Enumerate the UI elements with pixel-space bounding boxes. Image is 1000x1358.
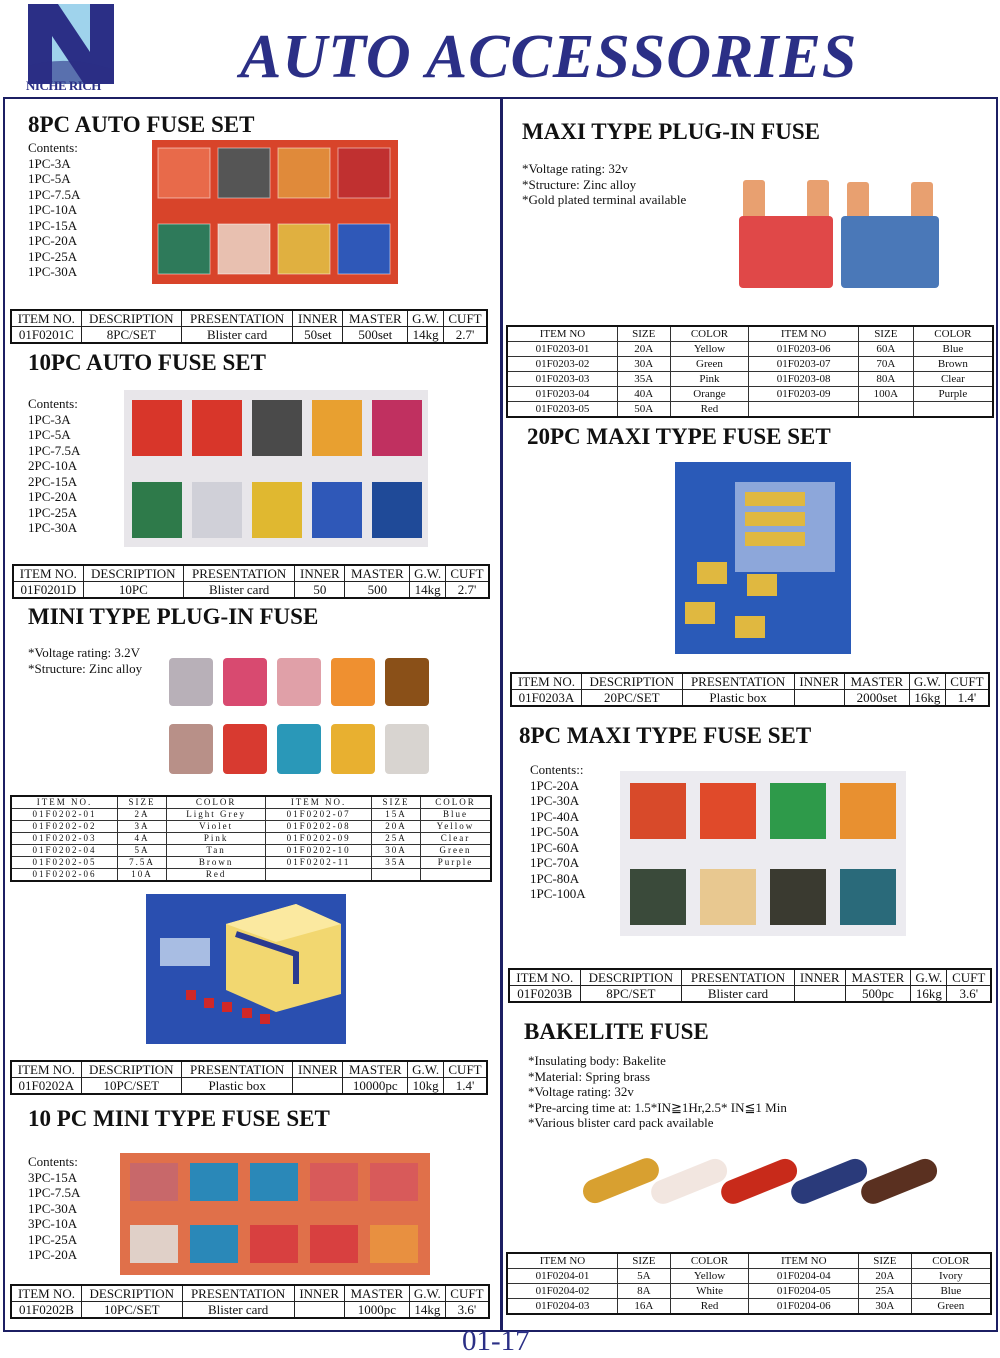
product-photo-bakelite-fuses [578,1144,948,1220]
cell: Clear [913,372,993,387]
col-header: ITEM NO. [11,796,118,809]
cell: 01F0203-07 [749,357,859,372]
col-header: DESCRIPTION [581,673,682,690]
col-header: G.W. [408,310,444,327]
col-header: COLOR [670,1253,749,1269]
col-header: COLOR [670,326,749,342]
cell: 01F0203-08 [749,372,859,387]
table-row [507,342,993,357]
contents-item: 1PC-20A [28,489,78,504]
table-row [507,1299,991,1315]
col-header: G.W. [909,673,945,690]
col-header: ITEM NO. [266,796,372,809]
cell: White [670,1284,749,1299]
col-header: ITEM NO. [13,565,83,582]
cell: 01F0202-10 [266,845,372,857]
contents-item: 1PC-15A [28,217,78,233]
cell: 2A [118,809,167,821]
col-header: INNER [794,673,844,690]
col-header: MASTER [845,969,911,986]
note-line: *Structure: Zinc alloy [28,660,143,676]
cell: Pink [670,372,749,387]
cell: Blue [911,1284,991,1299]
col-header: CUFT [446,565,489,582]
spec-table [508,968,992,1003]
col-header: ITEM NO. [11,1061,81,1078]
contents-list [28,1154,80,1263]
spec-cell: 01F0201D [13,582,83,599]
spec-notes [522,161,686,208]
spec-table [510,672,990,707]
spec-cell [794,986,845,1003]
note-line: *Various blister card pack available [528,1115,714,1130]
contents-item: 1PC-40A [530,808,580,824]
cell: 01F0202-08 [266,821,372,833]
cell [371,869,420,882]
cell: 8A [618,1284,671,1299]
col-header: INNER [794,969,845,986]
product-photo-plastic-box [146,894,346,1044]
page-title: AUTO ACCESSORIES [240,23,858,91]
cell: Green [670,357,749,372]
cell: Light Grey [167,809,266,821]
contents-item: Contents: [28,396,78,411]
cell: 25A [859,1284,912,1299]
spec-cell: 10PC/SET [81,1078,181,1095]
cell: 01F0203-05 [507,402,617,418]
spec-cell: 14kg [408,327,444,344]
contents-item: 1PC-20A [530,777,580,793]
spec-cell: 01F0203A [511,690,581,707]
spec-cell [794,690,844,707]
contents-item: Contents:: [530,762,584,777]
table-row [11,821,491,833]
table-row [11,809,491,821]
cell: 25A [371,833,420,845]
spec-cell: 01F0202A [11,1078,81,1095]
contents-item: Contents: [28,140,78,155]
spec-cell: 1.4' [444,1078,487,1095]
cell: 01F0202-05 [11,857,118,869]
spec-cell: 2000set [844,690,909,707]
cell: Clear [420,833,491,845]
contents-item: 1PC-50A [530,824,580,839]
contents-item: 1PC-25A [28,1231,78,1247]
note-line: *Structure: Zinc alloy [522,176,637,192]
contents-item: 3PC-15A [28,1169,78,1185]
product-photo-maxi-fuses [735,176,945,294]
spec-cell [293,1078,343,1095]
col-header: COLOR [913,326,993,342]
spec-cell: Blister card [682,986,795,1003]
col-header: INNER [295,565,345,582]
col-header: PRESENTATION [682,673,794,690]
cell: 01F0204-03 [507,1299,618,1315]
product-photo-10pc-mini-set [120,1153,430,1275]
section-title: 8PC MAXI TYPE FUSE SET [519,723,812,748]
cell: Yellow [670,1269,749,1284]
cell: Ivory [911,1269,991,1284]
spec-cell: 20PC/SET [581,690,682,707]
spec-cell: Plastic box [181,1078,292,1095]
cell: 30A [371,845,420,857]
cell: 35A [371,857,420,869]
cell: 01F0202-09 [266,833,372,845]
col-header: ITEM NO. [509,969,580,986]
col-header: SIZE [858,326,913,342]
spec-cell: 500set [343,327,408,344]
contents-item: 1PC-7.5A [28,1185,81,1200]
cell: 10A [118,869,167,882]
col-header: G.W. [409,1285,445,1302]
cell: Green [420,845,491,857]
cell [858,402,913,418]
column-divider [500,97,503,1332]
col-header: DESCRIPTION [580,969,682,986]
col-header: PRESENTATION [181,1061,292,1078]
spec-notes [528,1053,787,1131]
cell: 01F0203-02 [507,357,617,372]
product-photo-8pc-maxi-set [620,771,906,936]
spec-cell: Blister card [181,327,292,344]
contents-item: 1PC-10A [28,202,78,217]
contents-item: 1PC-60A [530,839,580,855]
spec-table [10,1284,490,1319]
spec-cell: 500pc [845,986,911,1003]
col-header: ITEM NO [507,1253,618,1269]
col-header: ITEM NO [507,326,617,342]
col-header: MASTER [344,1285,409,1302]
col-header: MASTER [343,1061,408,1078]
contents-item: 1PC-30A [530,793,580,808]
cell: 01F0202-02 [11,821,118,833]
cell: 50A [617,402,670,418]
section-title: 8PC AUTO FUSE SET [28,112,255,137]
note-line: *Voltage rating: 3.2V [28,645,141,660]
spec-cell: 500 [345,582,410,599]
cell: Yellow [420,821,491,833]
contents-item: 1PC-5A [28,427,71,442]
cell: 7.5A [118,857,167,869]
contents-item: 1PC-25A [28,504,78,520]
col-header: CUFT [444,1061,487,1078]
cell: Brown [913,357,993,372]
cell [913,402,993,418]
col-header: SIZE [617,326,670,342]
cell: Yellow [670,342,749,357]
spec-cell: 01F0203B [509,986,580,1003]
cell: Brown [167,857,266,869]
cell: Pink [167,833,266,845]
col-header: G.W. [410,565,446,582]
cell: 30A [617,357,670,372]
spec-cell: 1.4' [945,690,989,707]
cell: 40A [617,387,670,402]
cell: 5A [618,1269,671,1284]
spec-cell: 10kg [408,1078,444,1095]
col-header: DESCRIPTION [81,310,181,327]
contents-item: 1PC-7.5A [28,186,81,202]
col-header: MASTER [844,673,909,690]
col-header: ITEM NO [749,1253,859,1269]
contents-item: 1PC-100A [530,886,586,901]
contents-item: 1PC-25A [28,248,78,264]
spec-cell: 01F0201C [11,327,81,344]
contents-item: 1PC-70A [530,855,580,870]
note-line: *Insulating body: Bakelite [528,1053,666,1068]
spec-notes [28,645,142,676]
contents-item: 2PC-10A [28,458,78,473]
spec-cell: 2.7' [444,327,487,344]
table-row [11,869,491,882]
contents-item: 1PC-30A [28,1200,78,1216]
col-header: PRESENTATION [182,1285,294,1302]
table-row [507,1284,991,1299]
cell: 01F0202-01 [11,809,118,821]
note-line: *Material: Spring brass [528,1068,651,1084]
note-line: *Pre-arcing time at: 1.5*IN≧1Hr,2.5* IN≦1 Min [528,1099,787,1115]
col-header: INNER [293,310,343,327]
cell: 35A [617,372,670,387]
product-photo-mini-fuses [165,640,435,780]
section-title: 20PC MAXI TYPE FUSE SET [527,424,831,449]
cell: 01F0203-09 [749,387,859,402]
cell: 01F0204-04 [749,1269,859,1284]
size-table [506,1252,992,1315]
cell: 01F0202-11 [266,857,372,869]
col-header: INNER [293,1061,343,1078]
spec-cell: Blister card [183,582,294,599]
cell: 70A [858,357,913,372]
cell: 20A [371,821,420,833]
contents-item: 2PC-15A [28,473,78,489]
col-header: MASTER [343,310,408,327]
col-header: G.W. [408,1061,444,1078]
col-header: SIZE [618,1253,671,1269]
cell: Violet [167,821,266,833]
contents-item: 1PC-3A [28,411,71,427]
table-row [507,387,993,402]
contents-item: 1PC-30A [28,520,78,535]
cell: 15A [371,809,420,821]
col-header: PRESENTATION [682,969,795,986]
cell [420,869,491,882]
cell: Red [670,402,749,418]
col-header: PRESENTATION [183,565,294,582]
note-line: *Voltage rating: 32v [528,1084,634,1099]
cell: 60A [858,342,913,357]
cell: 01F0202-06 [11,869,118,882]
cell [266,869,372,882]
note-line: *Voltage rating: 32v [522,161,628,176]
cell: Red [670,1299,749,1315]
col-header: COLOR [911,1253,991,1269]
cell: 01F0202-04 [11,845,118,857]
section-title: BAKELITE FUSE [524,1019,709,1044]
contents-list [530,762,586,902]
contents-item: 1PC-20A [28,233,78,248]
col-header: ITEM NO. [11,1285,81,1302]
cell: 20A [617,342,670,357]
spec-cell: 10PC [83,582,183,599]
product-photo-8pc-fuse-set [152,140,398,284]
cell: 01F0204-01 [507,1269,618,1284]
cell: 80A [858,372,913,387]
cell: Tan [167,845,266,857]
spec-cell: 3.6' [445,1302,489,1319]
contents-item: 3PC-10A [28,1216,78,1231]
table-row [507,372,993,387]
spec-cell: 8PC/SET [580,986,682,1003]
cell: 01F0203-06 [749,342,859,357]
spec-cell: 14kg [410,582,446,599]
col-header: ITEM NO. [11,310,81,327]
spec-cell: 1000pc [344,1302,409,1319]
contents-list [28,396,80,536]
spec-cell: 16kg [911,986,947,1003]
cell: Purple [420,857,491,869]
col-header: DESCRIPTION [81,1061,181,1078]
table-row [507,357,993,372]
col-header: DESCRIPTION [81,1285,182,1302]
col-header: COLOR [420,796,491,809]
col-header: COLOR [167,796,266,809]
cell: 01F0203-01 [507,342,617,357]
table-row [11,833,491,845]
spec-table [10,309,488,344]
table-row [11,845,491,857]
spec-cell: 14kg [409,1302,445,1319]
cell: 01F0204-05 [749,1284,859,1299]
size-table [506,325,994,418]
cell: Red [167,869,266,882]
section-title: 10PC AUTO FUSE SET [28,350,266,375]
cell: Blue [420,809,491,821]
cell: 100A [858,387,913,402]
col-header: ITEM NO [749,326,859,342]
cell: 16A [618,1299,671,1315]
contents-item: 1PC-5A [28,171,71,186]
col-header: SIZE [859,1253,912,1269]
cell: 30A [859,1299,912,1315]
cell [749,402,859,418]
section-title: MINI TYPE PLUG-IN FUSE [28,604,319,629]
cell: 01F0202-07 [266,809,372,821]
spec-table [10,1060,488,1095]
cell: 3A [118,821,167,833]
cell: 01F0202-03 [11,833,118,845]
col-header: CUFT [945,673,989,690]
cell: Green [911,1299,991,1315]
contents-item: 1PC-7.5A [28,442,81,458]
contents-item: 1PC-20A [28,1247,78,1262]
col-header: CUFT [445,1285,489,1302]
spec-table [12,564,490,599]
contents-item: 1PC-80A [530,870,580,886]
cell: 01F0203-03 [507,372,617,387]
col-header: CUFT [444,310,487,327]
col-header: SIZE [118,796,167,809]
cell: Blue [913,342,993,357]
size-table [10,795,492,882]
col-header: DESCRIPTION [83,565,183,582]
col-header: PRESENTATION [181,310,292,327]
spec-cell: 01F0202B [11,1302,81,1319]
spec-cell: 10PC/SET [81,1302,182,1319]
spec-cell [294,1302,344,1319]
col-header: SIZE [371,796,420,809]
col-header: MASTER [345,565,410,582]
cell: 5A [118,845,167,857]
spec-cell: 8PC/SET [81,327,181,344]
col-header: G.W. [911,969,947,986]
table-row [11,857,491,869]
contents-list [28,140,80,280]
section-title: MAXI TYPE PLUG-IN FUSE [522,119,820,144]
table-row [507,402,993,418]
cell: Purple [913,387,993,402]
spec-cell: Plastic box [682,690,794,707]
spec-cell: Blister card [182,1302,294,1319]
spec-cell: 16kg [909,690,945,707]
cell: 01F0204-02 [507,1284,618,1299]
table-row [507,1269,991,1284]
cell: Orange [670,387,749,402]
contents-item: 1PC-3A [28,155,71,171]
spec-cell: 2.7' [446,582,489,599]
page-number: 01-17 [462,1325,530,1357]
section-title: 10 PC MINI TYPE FUSE SET [28,1106,330,1131]
cell: 01F0203-04 [507,387,617,402]
spec-cell: 10000pc [343,1078,408,1095]
cell: 20A [859,1269,912,1284]
product-photo-20pc-maxi-box [675,462,851,654]
col-header: INNER [294,1285,344,1302]
col-header: ITEM NO. [511,673,581,690]
contents-item: Contents: [28,1154,78,1169]
col-header: CUFT [947,969,991,986]
cell: 4A [118,833,167,845]
cell: 01F0204-06 [749,1299,859,1315]
product-photo-10pc-fuse-set [124,390,428,547]
contents-item: 1PC-30A [28,264,78,279]
spec-cell: 3.6' [947,986,991,1003]
note-line: *Gold plated terminal available [522,192,687,207]
spec-cell: 50set [293,327,343,344]
spec-cell: 50 [295,582,345,599]
brand-name: NICHE RICH [26,78,101,93]
